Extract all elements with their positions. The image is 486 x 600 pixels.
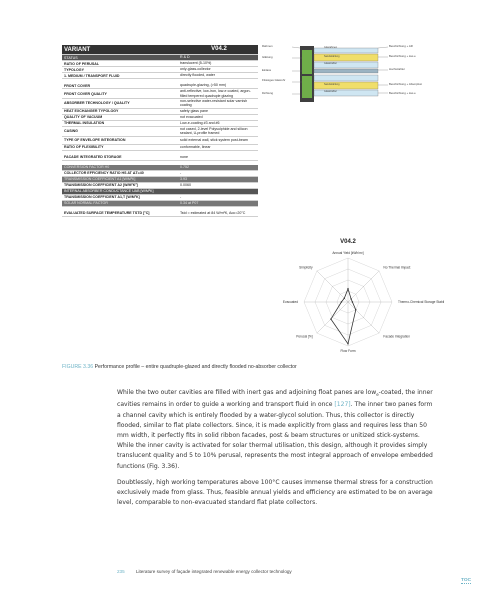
radar-point	[355, 309, 356, 310]
table-row	[62, 89, 258, 99]
table-row-value: only-glass-collector	[180, 67, 211, 72]
diagram-label-left-4: Flüssiges Glasrohr	[262, 78, 286, 82]
running-title: Literature survey of façade integrated renewable energy collector technology	[135, 569, 292, 574]
table-row-value: solid external wall, stick system post-beam	[180, 138, 248, 143]
table-row-label: TYPOLOGY	[64, 67, 84, 72]
toc-link[interactable]: TOC	[461, 578, 472, 583]
table-row-label: STATUS	[64, 55, 78, 60]
figure-caption	[62, 364, 442, 370]
diagram-label-left-2: Glättung	[262, 55, 273, 59]
radar-svg	[262, 230, 445, 355]
table-row-value: non-selective water-resistant solar varnish coating	[180, 99, 248, 108]
table-header-value: V04.2	[211, 45, 227, 52]
diagram-label-left-1: Rahmen	[262, 44, 273, 48]
page-number: 235	[117, 569, 125, 574]
table-row-value: directly flooded, water	[180, 73, 215, 78]
table-row-label: 1. MEDIUM / TRANSPORT FLUID	[64, 73, 120, 78]
table-row-label: TYPE OF ENVELOPE INTEGRATION	[64, 138, 126, 143]
radar-point	[352, 301, 353, 302]
table-row-value: none	[180, 155, 188, 160]
page-footer	[117, 569, 292, 574]
table-row-value: -	[180, 195, 182, 200]
table-row-label: CONVERSION FACTOR Η0	[64, 165, 110, 170]
body-text	[117, 388, 435, 514]
diagram-layer-label-4: Sandstrahlung	[324, 82, 340, 86]
table-row-label: FRONT COVER QUALITY	[64, 91, 107, 96]
table-row-value: -	[180, 171, 182, 176]
diagram-label-left-3: Einlass	[262, 68, 272, 72]
table-row-value: safety glass pane	[180, 109, 208, 114]
radar-axis-label: Facade Integration	[383, 334, 410, 339]
table-row-label: INTERNAL ABSORBER CONDUCTANCE UAB [W/M²K]	[64, 189, 154, 194]
table-row-value: translucent (5-10%)	[180, 61, 212, 66]
table-row-label: HEAT EXCHANGER TYPOLOGY	[64, 109, 119, 114]
radar-series-line	[331, 289, 356, 344]
radar-point	[350, 298, 351, 299]
diagram-layer-label-2: Sandstrahlung	[324, 54, 340, 58]
table-row-value: 0.34 at P07	[180, 201, 199, 206]
table-row-value: quadruple-glazing, (>50 mm)	[180, 83, 227, 88]
spec-table	[62, 45, 258, 217]
radar-point	[341, 301, 342, 302]
table-row	[62, 137, 258, 145]
table-rows	[62, 55, 258, 217]
table-header-label: VARIANT	[64, 46, 91, 53]
paragraph-1-subscript: e	[376, 392, 379, 398]
table-row-label: QUALITY OF VACUUM	[64, 115, 103, 120]
table-row-label: RATIO OF FLEXIBILITY	[64, 145, 104, 150]
diagram-layer-label-1: Glasrahmen	[324, 46, 338, 50]
table-row-label: CASING	[64, 129, 78, 134]
table-row-value: not evacuated	[180, 115, 203, 120]
table-row-label: THERMAL INSULATION	[64, 121, 105, 126]
radar-axis-label: Flow Form	[340, 349, 356, 353]
table-row-value: 0.0060	[180, 183, 191, 188]
table-row-label: TRANSMISSION COEFFICIENT A1,T [W/M²K]	[64, 195, 140, 200]
paragraph-2: Doubtlessly, high working temperatures above 100°C causes immense thermal stress for a construction exclusively made from glass. Thus, feasible annual yields and efficiency are estimated to be on average level, comparable to non-evacuated standard flat plate collectors.	[117, 478, 433, 507]
diagram-label-right-2: Beschichtung + low-e	[389, 54, 416, 58]
table-row-value: conformable, linear	[180, 145, 211, 150]
radar-point	[347, 288, 348, 289]
figure-number: FIGURE 3.36	[62, 364, 94, 370]
figure-caption-text: Performance profile – entire quadruple-glazed and directly flooded no-absorber collector	[94, 364, 297, 370]
table-row	[62, 99, 258, 109]
table-row-label: FACADE INTEGRATED STORAGE	[64, 155, 122, 160]
diagram-label-right-4: Beschichtung + Absorption	[389, 82, 423, 86]
table-row-value: Tstd = estimated at 84 W/m²K, Aoc=20°C	[180, 211, 246, 216]
table-row-value: Low-e-coating #3 and #6	[180, 121, 220, 126]
diagram-layer-label-3: Glasstrahler	[324, 62, 337, 65]
table-row-value: R & D	[180, 55, 190, 60]
table-row-label: EVALUATED SURFACE TEMPERATURE TSTD [°C]	[64, 211, 150, 216]
table-header	[62, 45, 258, 55]
performance-radar-chart	[262, 230, 445, 355]
table-row-label: TRANSMISSION COEFFICIENT A2 [W/M²K²]	[64, 183, 138, 188]
radar-axis-label: Thermo-Chemical Storage Stabil	[398, 300, 445, 304]
table-row-value: 0.752	[180, 165, 189, 170]
table-row-value: 3.93	[180, 177, 187, 182]
paragraph-1-part-c: . The inner two panes form a channel cavity which is entirely flooded by a water-glycol solution. Thus, this collector is directly flooded, similar to flat plate collectors. Since, it is made explicitly from glass and requires less than 50 mm width, it perfectly fits in solid ribbon facades, post & beam structures or unitized stick-systems. While the inner cavity is activated for solar thermal utilisation, this design, although it provides simply translucent quality and 5 to 10% perusal, represents the most integral approach of envelope embedded functions (Fig. 3.36).	[117, 401, 433, 470]
table-row-label: COLLECTOR EFFICIENCY RATIO ΗS AT ΔT=40	[64, 171, 144, 176]
table-row-label: RATIO OF PERUSAL	[64, 61, 100, 66]
table-row	[62, 127, 258, 137]
diagram-label-right-5: Beschichtung + low-e	[389, 91, 416, 95]
diagram-label-left-5: Dichtung	[262, 91, 274, 95]
diagram-label-right-1: Beschichtung + AR	[389, 44, 413, 48]
table-row-value: anti-reflective, low-iron, low-e coated, argon-filled tempered quadruple glazing	[180, 89, 251, 98]
cross-section-diagram	[262, 44, 424, 104]
diagram-layer-label-5: Glasstrahler	[324, 90, 337, 93]
table-row-label: TRANSMISSION COEFFICIENT A1 [W/M²K]	[64, 177, 136, 182]
radar-axis-label: Annual Yield [kWh/m²]	[332, 251, 364, 255]
radar-point	[347, 343, 348, 344]
paragraph-1	[117, 388, 435, 472]
radar-point	[344, 298, 345, 299]
table-row-label: SOLAR NORMAL FACTOR	[64, 201, 108, 206]
table-row	[62, 211, 258, 217]
radar-axis-label: Evacuated	[282, 300, 298, 304]
radar-point	[330, 318, 331, 319]
radar-axis-label: Simplicity	[299, 265, 313, 270]
table-row-label: FRONT COVER	[64, 83, 91, 88]
table-row-value: not cased, 2-level Polysulphide and silicon sealant, U-profile framed	[180, 126, 248, 136]
radar-axis-label: Perusal [%]	[296, 334, 313, 339]
diagram-label-right-3: Hochstrahler	[389, 67, 405, 71]
paragraph-1-part-b: -coated, the inner cavities remains in order to guide a working and transport fluid in once	[117, 389, 433, 409]
radar-title: V04.2	[340, 239, 356, 245]
radar-axis-label: No Thermal Impact	[383, 265, 411, 270]
paragraph-1-part-a: While the two outer cavities are filled with inert gas and adjoining float panes are low	[117, 389, 377, 396]
citation-link[interactable]: [127]	[334, 401, 351, 409]
table-row-label: ABSORBER TECHNOLOGY / QUALITY	[64, 101, 130, 106]
